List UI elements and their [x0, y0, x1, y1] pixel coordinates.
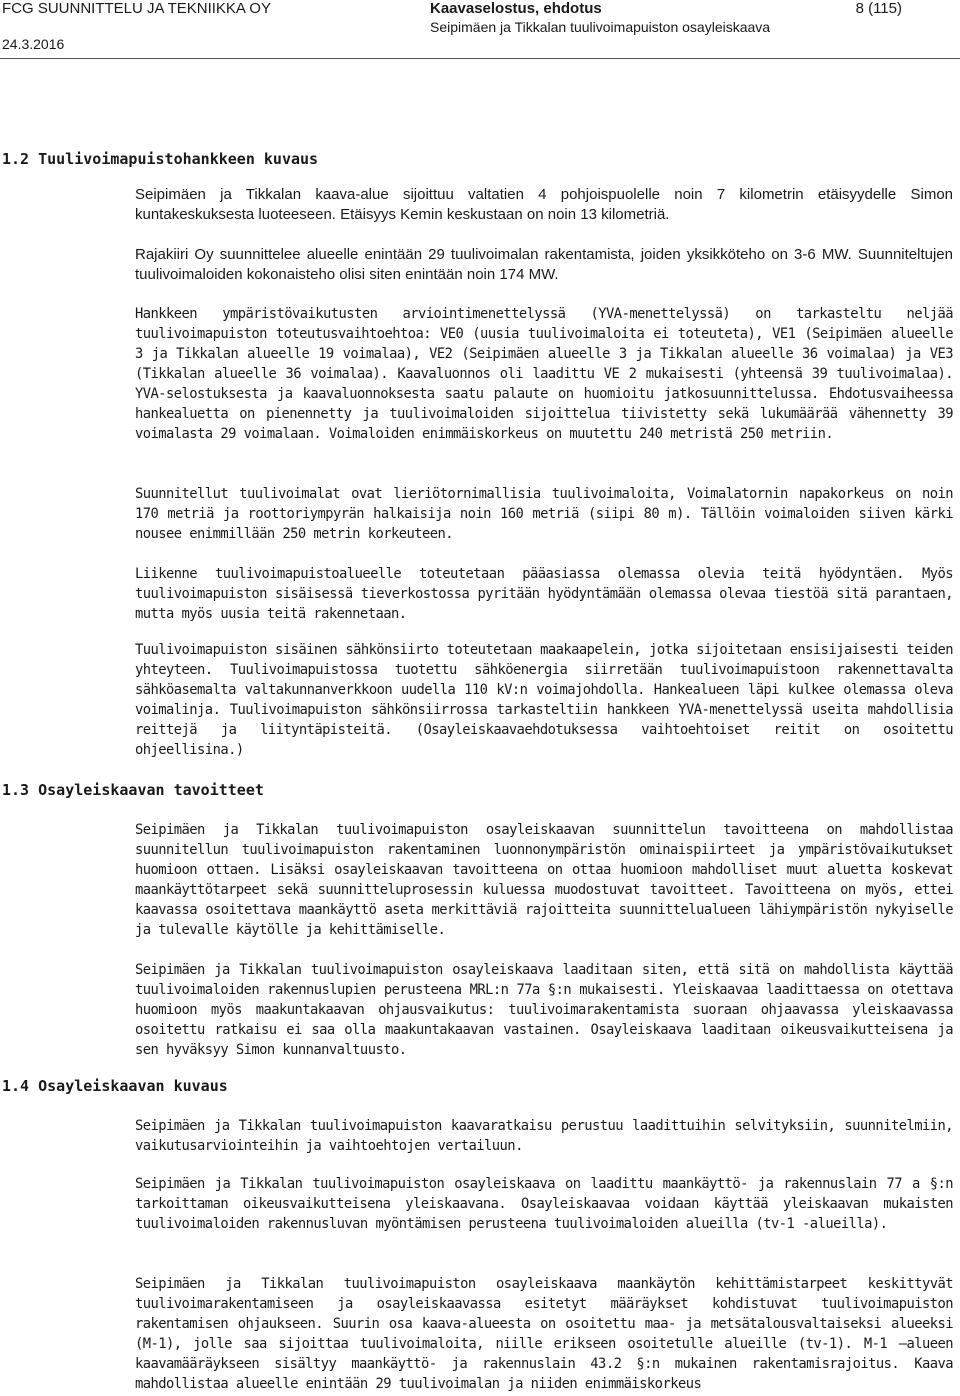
document-date: 24.3.2016	[2, 36, 65, 52]
page-number: 8 (115)	[855, 0, 902, 17]
section-1-4-paragraph-1: Seipimäen ja Tikkalan tuulivoimapuiston kaavaratkaisu perustuu laadittuihin selvityksiin, suunnitelmiin, vaikutusarviointeihin ja vaihtoehtojen vertailuun.	[135, 1118, 953, 1154]
section-1-2-paragraph-5: Liikenne tuulivoimapuistoalueelle toteutetaan pääasiassa olemassa olevia teitä hyödyntäen. Myös tuulivoimapuiston sisäisessä tieverkostossa pyritään hyödyntämään olemassa olevaa tiestöä sitä parantaen, mutta myös uusia teitä rakennetaan.	[135, 566, 953, 622]
company-name: FCG SUUNNITTELU JA TEKNIIKKA OY	[2, 0, 271, 17]
section-1-2-paragraph-6: Tuulivoimapuiston sisäinen sähkönsiirto toteutetaan maakaapelein, jotka sijoitetaan ensisijaisesti teiden yhteyteen. Tuulivoimapuistossa tuotettu sähköenergia siirretään tuulivoimapuistoon rakennettavalta sähköasemalta valtakunnanverkkoon uudella 110 kV:n voimajohdolla. Hankealueen läpi kulkee olemassa oleva voimalinja. Tuulivoimapuiston sähkönsiirrossa tarkasteltiin hankkeen YVA-menettelyssä useita mahdollisia reittejä ja liityntäpisteitä. (Osayleiskaavaehdotuksessa vaihtoehtoiset reitit on osoitettu ohjeellisina.)	[135, 642, 953, 758]
section-heading-1-2: 1.2 Tuulivoimapuistohankkeen kuvaus	[2, 150, 319, 168]
section-heading-1-4: 1.4 Osayleiskaavan kuvaus	[2, 1077, 228, 1095]
section-1-2-paragraph-2: Rajakiiri Oy suunnittelee alueelle enintään 29 tuulivoimalan rakentamista, joiden yksikköteho on 3-6 MW. Suunniteltujen tuulivoimaloiden kokonaisteho olisi siten enintään noin 174 MW.	[135, 246, 953, 283]
section-1-4-paragraph-3: Seipimäen ja Tikkalan tuulivoimapuiston osayleiskaava maankäytön kehittämistarpeet keskittyvät tuulivoimarakentamiseen ja osayleiskaavassa esitetyt määräykset kohdistuvat tuulivoimapuiston rakentamisen ohjaukseen. Suurin osa kaava-alueesta on osoitettu maa- ja metsätalousvaltaiseksi alueeksi (M-1), jolle saa sijoittaa tuulivoimaloita, niille erikseen osoitetulle alueille (tv-1). M-1 –alueen kaavamääräykseen sisältyy maankäyttö- ja rakennuslain 43.2 §:n mukainen rakentamisrajoitus. Kaava mahdollistaa alueelle enintään 29 tuulivoimalan ja niiden enimmäiskorkeus	[135, 1276, 953, 1392]
section-1-2-paragraph-4: Suunnitellut tuulivoimalat ovat lieriötornimallisia tuulivoimaloita, Voimalatornin napakorkeus on noin 170 metriä ja roottoriympyrän halkaisija noin 160 metriä (siipi 80 m). Tällöin voimaloiden siiven kärki nousee enimmillään 250 metrin korkeuteen.	[135, 486, 953, 542]
section-1-4-paragraph-2: Seipimäen ja Tikkalan tuulivoimapuiston osayleiskaava on laadittu maankäyttö- ja rakennuslain 77 a §:n tarkoittaman oikeusvaikutteisena yleiskaavana. Osayleiskaavaa voidaan käyttää yleiskaavan mukaisten tuulivoimaloiden rakennusluvan myöntämisen perusteena tuulivoimaloiden alueilla (tv-1 -alueilla).	[135, 1176, 953, 1232]
header-divider	[0, 58, 960, 59]
section-1-3-paragraph-1: Seipimäen ja Tikkalan tuulivoimapuiston osayleiskaavan suunnittelun tavoitteena on mahdollistaa suunnitellun tuulivoimapuiston rakentaminen luonnonympäristön ominaispiirteet ja ympäristövaikutukset huomioon ottaen. Lisäksi osayleiskaavan tavoitteena on ottaa huomioon mahdolliset muut aluetta koskevat maankäyttötarpeet sekä suunnitteluprosessin kuluessa muodostuvat tavoitteet. Tavoitteena on myös, ettei kaavassa osoitettava maankäyttö aseta merkittäviä rajoitteita suunnittelualueen lähiympäristön nykyiselle ja tulevalle käytölle ja kehittämiselle.	[135, 822, 953, 938]
section-1-2-paragraph-3: Hankkeen ympäristövaikutusten arviointimenettelyssä (YVA-menettelyssä) on tarkasteltu neljää tuulivoimapuiston toteutusvaihtoehtoa: VE0 (uusia tuulivoimaloita ei toteuteta), VE1 (Seipimäen alueelle 3 ja Tikkalan alueelle 19 voimalaa), VE2 (Seipimäen alueelle 3 ja Tikkalan alueelle 36 voimalaa) ja VE3 (Tikkalan alueelle 36 voimalaa). Kaavaluonnos oli laadittu VE 2 mukaisesti (yhteensä 39 tuulivoimalaa). YVA-selostuksesta ja kaavaluonnoksesta saatu palaute on huomioitu jatkosuunnittelussa. Ehdotusvaiheessa hankealuetta on pienennetty ja tuulivoimaloiden sijoittelua tiivistetty sekä lukumäärää vähennetty 39 voimalasta 29 voimalaan. Voimaloiden enimmäiskorkeus on muutettu 240 metristä 250 metriin.	[135, 306, 953, 442]
section-1-2-paragraph-1: Seipimäen ja Tikkalan kaava-alue sijoittuu valtatien 4 pohjoispuolelle noin 7 kilometrin etäisyydelle Simon kuntakeskuksesta luoteeseen. Etäisyys Kemin keskustaan on noin 13 kilometriä.	[135, 186, 953, 223]
section-1-3-paragraph-2: Seipimäen ja Tikkalan tuulivoimapuiston osayleiskaava laaditaan siten, että sitä on mahdollista käyttää tuulivoimaloiden rakennuslupien perusteena MRL:n 77a §:n mukaisesti. Yleiskaavaa laadittaessa on otettava huomioon myös maakuntakaavan ohjausvaikutus: tuulivoimarakentamista suoraan ohjaavassa yleiskaavassa osoitettu ratkaisu ei saa olla maakuntakaavan vastainen. Osayleiskaava laaditaan oikeusvaikutteisena ja sen hyväksyy Simon kunnanvaltuusto.	[135, 962, 953, 1058]
document-subject: Seipimäen ja Tikkalan tuulivoimapuiston osayleiskaava	[430, 19, 771, 35]
page-header	[0, 0, 960, 60]
section-heading-1-3: 1.3 Osayleiskaavan tavoitteet	[2, 781, 264, 799]
document-type: Kaavaselostus, ehdotus	[430, 0, 602, 17]
